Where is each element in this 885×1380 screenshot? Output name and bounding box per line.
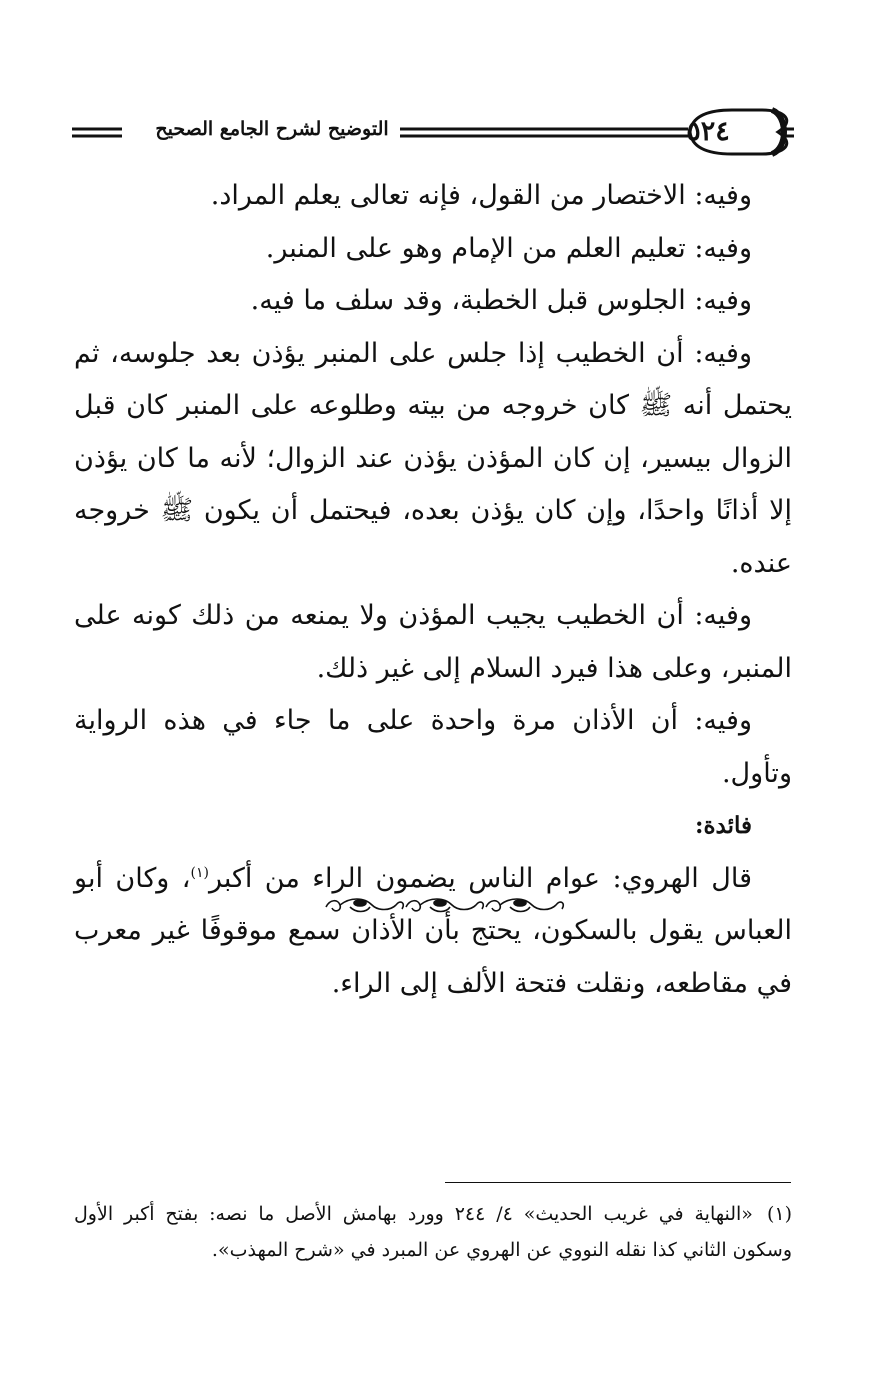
main-text (74, 170, 792, 1010)
footnote-text: «النهاية في غريب الحديث» ٤/ ٢٤٤ وورد بهامش الأصل ما نصه: بفتح أكبر الأول وسكون الثاني كذا نقله النووي عن الهروي عن المبرد في «شرح المهذب». (74, 1203, 792, 1261)
footnote-separator (445, 1182, 791, 1183)
paragraph-7-end: ، وكان أبو العباس يقول بالسكون، يحتج بأن الأذان سمع موقوفًا غير معرب في مقاطعه، ونقلت فتحة الألف إلى الراء. (74, 862, 792, 999)
paragraph-2: وفيه: تعليم العلم من الإمام وهو على المنبر. (265, 232, 752, 264)
footnote-reference: (١) (190, 864, 209, 881)
section-heading: فائدة: (694, 812, 752, 839)
footnote (74, 1196, 792, 1268)
running-title: التوضيح لشرح الجامع الصحيح (152, 116, 392, 142)
paragraph-4: وفيه: أن الخطيب إذا جلس على المنبر يؤذن بعد جلوسه، ثم يحتمل أنه ﷺ كان خروجه من بيته وطلوعه على المنبر كان قبل الزوال بيسير، إن كان المؤذن يؤذن عند الزوال؛ لأنه ما كان يؤذن إلا أذانًا واحدًا، وإن كان يؤذن بعده، فيحتمل أن يكون ﷺ خروجه عنده. (74, 337, 792, 579)
footnote-marker: (١) (766, 1203, 792, 1225)
footnote-1 (74, 1196, 792, 1268)
paragraph-5: وفيه: أن الخطيب يجيب المؤذن ولا يمنعه من ذلك كونه على المنبر، وعلى هذا فيرد السلام إلى غير ذلك. (74, 600, 792, 684)
paragraph-7-start: قال الهروي: عوام الناس يضمون الراء من أكبر (208, 862, 752, 894)
paragraph-1: وفيه: الاختصار من القول، فإنه تعالى يعلم المراد. (210, 180, 752, 211)
floral-divider-icon (320, 893, 565, 921)
page-number: ٥٢٤ (686, 116, 730, 147)
paragraph-3: وفيه: الجلوس قبل الخطبة، وقد سلف ما فيه. (250, 285, 752, 316)
paragraph-6: وفيه: أن الأذان مرة واحدة على ما جاء في هذه الرواية وتأول. (74, 705, 792, 789)
paragraph-7 (74, 853, 792, 1011)
page-header (72, 106, 794, 158)
